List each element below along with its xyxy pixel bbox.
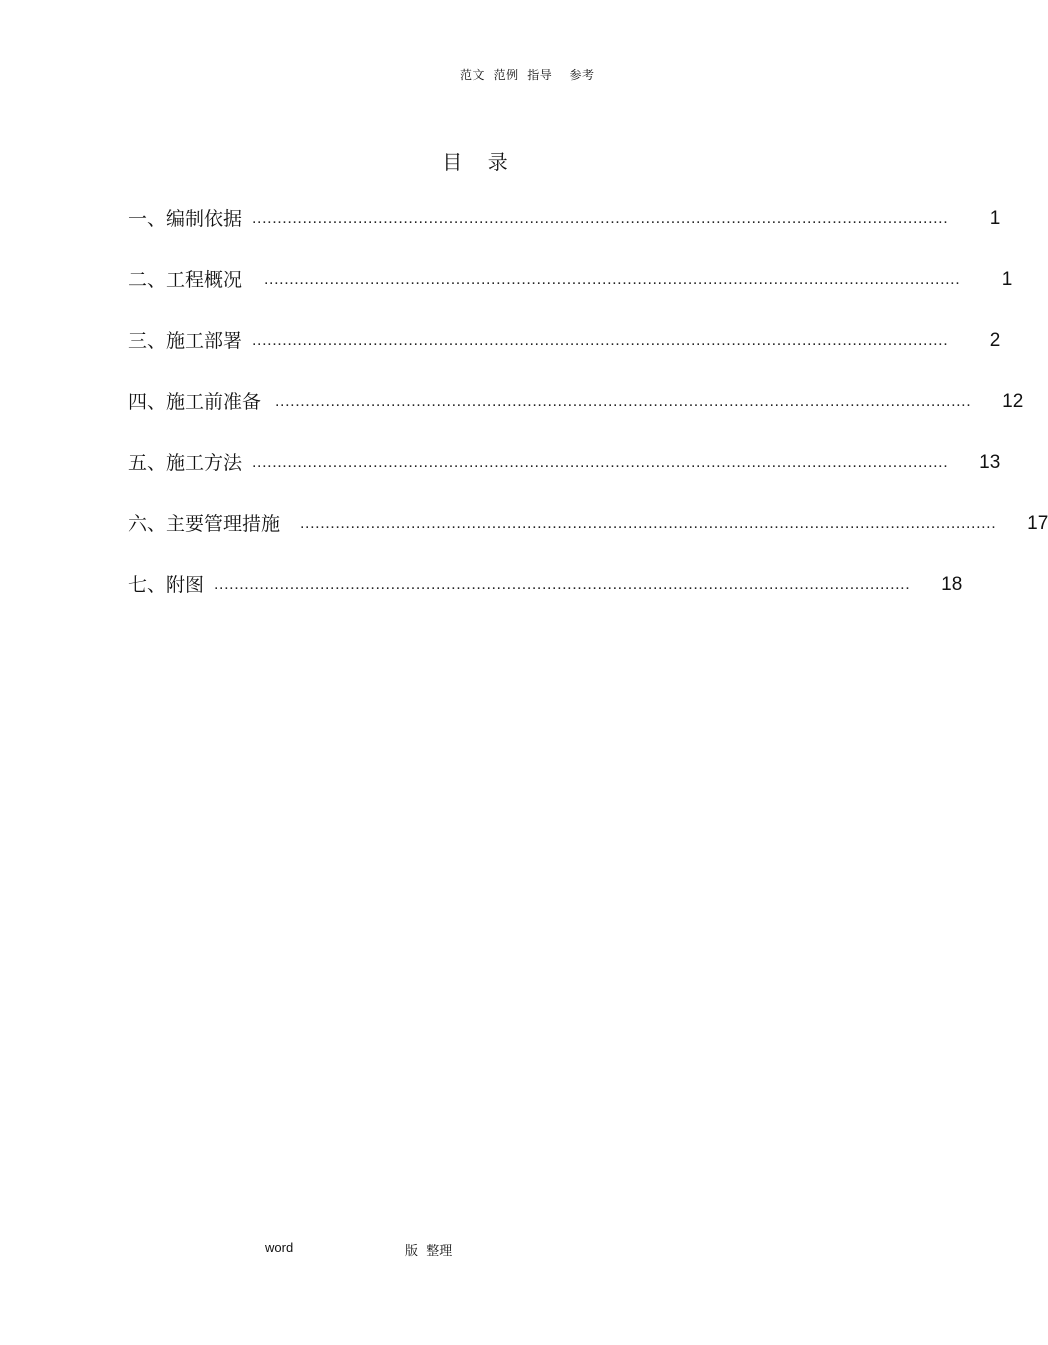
toc-dot-leader: ..........................................................................................................................................	[264, 271, 961, 288]
toc-entry[interactable]	[128, 510, 1048, 571]
toc-entry-label: 二、工程概况	[128, 269, 243, 291]
toc-list	[128, 205, 1048, 632]
toc-entry-label: 三、施工部署	[128, 330, 243, 352]
toc-entry-page: 1	[989, 208, 1001, 229]
toc-entry-label: 六、主要管理措施	[128, 513, 281, 535]
toc-entry[interactable]	[128, 205, 1001, 266]
toc-entry-label: 一、编制依据	[128, 208, 243, 230]
footer-word: word	[265, 1240, 294, 1255]
toc-entry[interactable]	[128, 571, 963, 632]
toc-entry[interactable]	[128, 449, 1001, 510]
toc-entry-label: 五、施工方法	[128, 452, 243, 474]
toc-entry-label: 七、附图	[128, 574, 205, 596]
toc-entry-page: 18	[941, 574, 963, 595]
toc-entry-page: 17	[1027, 513, 1048, 534]
toc-entry-page: 1	[1001, 269, 1013, 290]
footer-note: 版 整理	[405, 1244, 453, 1259]
toc-entry-label: 四、施工前准备	[128, 391, 262, 413]
toc-entry[interactable]	[128, 327, 1001, 388]
toc-dot-leader: ..........................................................................................................................................	[252, 210, 949, 227]
toc-entry[interactable]	[128, 388, 1024, 449]
toc-entry-page: 13	[979, 452, 1001, 473]
toc-entry[interactable]	[128, 266, 1013, 327]
toc-dot-leader: ..........................................................................................................................................	[252, 332, 949, 349]
toc-dot-leader: ..........................................................................................................................................	[275, 393, 972, 410]
page-header: 范文 范例 指导 参考	[460, 68, 595, 82]
toc-dot-leader: ..........................................................................................................................................	[252, 454, 949, 471]
toc-dot-leader: ..........................................................................................................................................	[214, 576, 911, 593]
toc-title: 目 录	[442, 150, 508, 174]
toc-entry-page: 12	[1002, 391, 1024, 412]
toc-entry-page: 2	[989, 330, 1001, 351]
toc-dot-leader: ..........................................................................................................................................	[300, 515, 997, 532]
